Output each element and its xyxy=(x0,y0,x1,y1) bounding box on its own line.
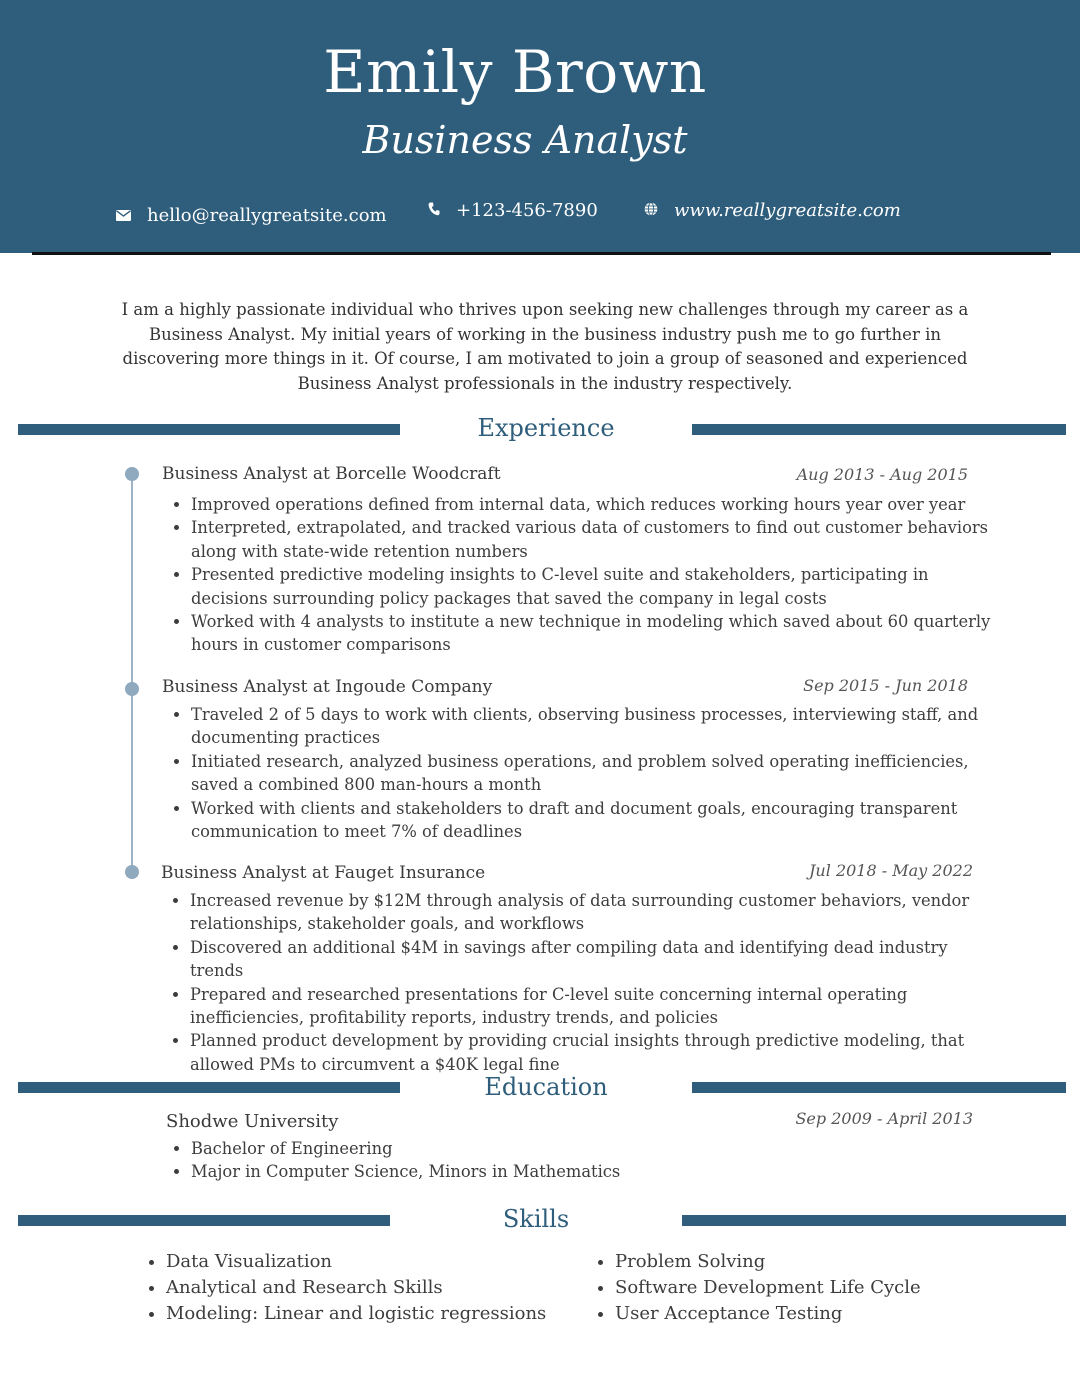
skills-list-right xyxy=(593,1249,1035,1327)
list-item: • Modeling: Linear and logistic regressions xyxy=(166,1301,586,1327)
education-bar-right xyxy=(692,1082,1066,1093)
globe-icon xyxy=(644,200,658,221)
list-item: • Worked with clients and stakeholders to draft and document goals, encouraging transparent communication to meet 7% of deadlines xyxy=(191,797,991,844)
job-title: Business Analyst at Fauget Insurance xyxy=(161,863,486,883)
experience-bar-left xyxy=(18,424,400,435)
list-item: • Traveled 2 of 5 days to work with clients, observing business processes, interviewing staff, and documenting practices xyxy=(191,703,991,750)
list-item: • Improved operations defined from internal data, which reduces working hours year over year xyxy=(191,493,991,516)
profile-summary: I am a highly passionate individual who thrives upon seeking new challenges through my career as a Business Analyst. My initial years of working in the business industry push me to go further in discovering more things in it. Of course, I am motivated to join a group of seasoned and experienced Business Analyst professionals in the industry respectively. xyxy=(121,300,969,393)
envelope-icon xyxy=(116,205,131,226)
contact-email xyxy=(116,205,387,226)
resume-header xyxy=(0,0,1080,253)
phone-text: +123-456-7890 xyxy=(456,200,598,221)
timeline-dot xyxy=(125,682,139,696)
job-title: Business Analyst at Ingoude Company xyxy=(162,677,493,697)
timeline-line xyxy=(131,474,133,874)
skills-heading: Skills xyxy=(502,1205,570,1233)
job-date: Aug 2013 - Aug 2015 xyxy=(796,465,968,484)
job-date: Sep 2015 - Jun 2018 xyxy=(803,676,968,695)
job-bullets xyxy=(162,889,1002,1076)
list-item: • Discovered an additional $4M in savings after compiling data and identifying dead industry trends xyxy=(190,936,1002,983)
list-item: • Major in Computer Science, Minors in Mathematics xyxy=(191,1160,891,1183)
candidate-name: Emily Brown xyxy=(323,38,707,106)
job-bullets xyxy=(163,703,991,843)
email-text: hello@reallygreatsite.com xyxy=(147,205,387,226)
list-item: • Analytical and Research Skills xyxy=(166,1275,586,1301)
list-item: • Interpreted, extrapolated, and tracked various data of customers to find out customer behaviors along with state-wide retention numbers xyxy=(191,516,991,563)
list-item: • Initiated research, analyzed business operations, and problem solved operating inefficiencies, saved a combined 800 man-hours a month xyxy=(191,750,991,797)
phone-icon xyxy=(428,200,440,221)
list-item: • Problem Solving xyxy=(615,1249,1035,1275)
list-item: • Bachelor of Engineering xyxy=(191,1137,891,1160)
job-bullets xyxy=(163,493,991,657)
list-item: • Worked with 4 analysts to institute a new technique in modeling which saved about 60 quarterly hours in customer comparisons xyxy=(191,610,991,657)
education-date: Sep 2009 - April 2013 xyxy=(795,1109,973,1128)
education-bar-left xyxy=(18,1082,400,1093)
job-title: Business Analyst at Borcelle Woodcraft xyxy=(162,464,501,484)
website-text: www.reallygreatsite.com xyxy=(674,200,901,221)
list-item: • User Acceptance Testing xyxy=(615,1301,1035,1327)
experience-heading: Experience xyxy=(477,414,615,442)
experience-bar-right xyxy=(692,424,1066,435)
education-heading: Education xyxy=(484,1073,608,1101)
list-item: • Data Visualization xyxy=(166,1249,586,1275)
job-date: Jul 2018 - May 2022 xyxy=(809,861,973,880)
skills-bar-right xyxy=(682,1215,1066,1226)
list-item: • Presented predictive modeling insights to C-level suite and stakeholders, participating in decisions surrounding policy packages that saved the company in legal costs xyxy=(191,563,991,610)
contact-phone xyxy=(428,200,598,221)
candidate-title: Business Analyst xyxy=(362,118,688,162)
skills-list-left xyxy=(144,1249,586,1327)
header-divider xyxy=(32,252,1051,255)
education-bullets xyxy=(163,1137,891,1184)
timeline-dot xyxy=(125,467,139,481)
list-item: • Planned product development by providing crucial insights through predictive modeling, that allowed PMs to circumvent a $40K legal fine xyxy=(190,1029,1002,1076)
school-name: Shodwe University xyxy=(166,1111,339,1132)
list-item: • Prepared and researched presentations for C-level suite concerning internal operating inefficiencies, profitability reports, industry trends, and policies xyxy=(190,983,1002,1030)
list-item: • Increased revenue by $12M through analysis of data surrounding customer behaviors, vendor relationships, stakeholder goals, and workflows xyxy=(190,889,1002,936)
list-item: • Software Development Life Cycle xyxy=(615,1275,1035,1301)
contact-website xyxy=(644,200,901,221)
timeline-dot xyxy=(125,865,139,879)
skills-bar-left xyxy=(18,1215,390,1226)
